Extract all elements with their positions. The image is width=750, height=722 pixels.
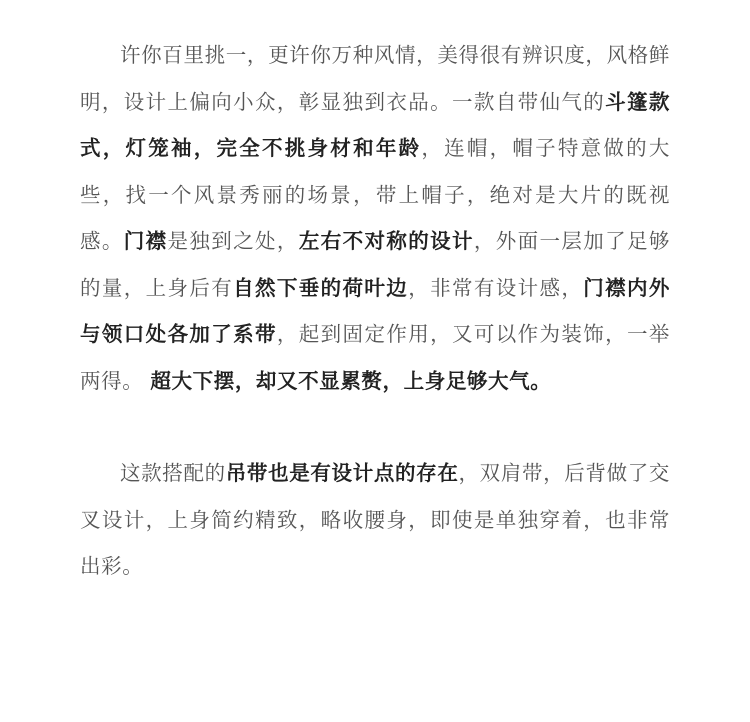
paragraph-text: ，起到固定作用，又可以作为装饰，一举两得。: [80, 322, 670, 393]
paragraph-text: 是独到之处，: [167, 229, 299, 253]
paragraph-text: 许你百里挑一，更许你万种风情，美得很有辨识度，风格鲜明，设计上偏向小众，彰显独到衣品。一款自带仙气的: [80, 43, 670, 114]
highlight-text: 超大下摆，却又不显累赘，上身足够大气。: [150, 368, 552, 393]
description-paragraph-1: [80, 32, 670, 404]
paragraph-text: ，外面一层加了足够的量，上身后有: [80, 229, 670, 300]
paragraph-text: ，双肩带，后背做了交叉设计，上身简约精致，略收腰身，即使是单独穿着，也非常出彩。: [80, 461, 671, 578]
highlight-text: 门襟: [123, 229, 168, 253]
highlight-text: 吊带也是有设计点的存在: [225, 461, 459, 485]
paragraph-text: ，非常有设计感，: [408, 275, 584, 300]
highlight-text: 斗篷款式，灯笼袖，完全不挑身材和年龄: [80, 89, 670, 160]
highlight-text: 自然下垂的荷叶边: [233, 275, 409, 300]
product-description: [80, 32, 670, 590]
highlight-text: 左右不对称的设计: [298, 229, 474, 253]
paragraph-text: 这款搭配的: [120, 461, 226, 485]
paragraph-text: ，连帽，帽子特意做的大些，找一个风景秀丽的场景，带上帽子，绝对是大片的既视感。: [80, 136, 670, 253]
highlight-text: 门襟内外与领口处各加了系带: [80, 275, 670, 346]
description-paragraph-2: [80, 450, 670, 590]
